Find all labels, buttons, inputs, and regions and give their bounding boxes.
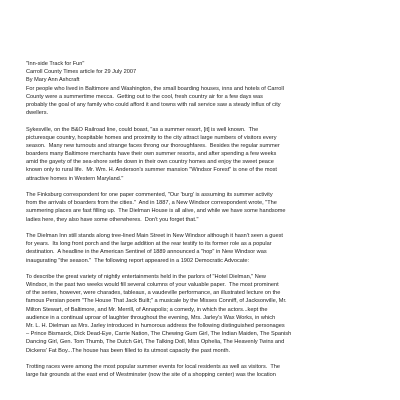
paragraph-gap [26, 224, 384, 232]
paragraph [26, 273, 384, 355]
paragraph-line: from the arrivals of boarders from the cities." And in 1887, a New Windsor correspondent wrote, "The [26, 200, 277, 207]
paragraph-line: season. Many new turnouts and strange faces throng our thoroughfares. Besides the regular summer [26, 142, 280, 149]
paragraphs [26, 85, 384, 380]
paragraph-line: County were a summertime mecca. Getting out to the cool, fresh country air for a few days was [26, 93, 263, 100]
paragraph-line: dwellers. [26, 110, 49, 117]
paragraph-line: boarders many Baltimore merchants have their own summer resorts, and after spending a few weeks [26, 151, 277, 158]
paragraph-gap [26, 183, 384, 191]
article-subtitle: Carroll County Times article for 29 July 2007 [26, 69, 137, 76]
paragraph-line: inaugurating "the season." The following report appeared in a 1902 Democratic Advocate: [26, 257, 250, 264]
paragraph-line: famous Persian poem "The House That Jack Built;" a musicale by the Misses Conniff, of Jacksonville, Mr. [26, 298, 287, 305]
paragraph-line: ladies here, they also have some otherwheres. Don't you forget that." [26, 216, 199, 223]
paragraph [26, 232, 384, 265]
paragraph-line: For people who lived in Baltimore and Washington, the small boarding houses, inns and hotels of Carroll [26, 85, 284, 92]
paragraph-line: The Finksburg correspondent for one paper commented, "Our 'burg' is assuming its summer activity [26, 192, 273, 198]
paragraph-line: Trotting races were among the most popular summer events for local residents as well as visitors. The [26, 363, 280, 370]
paragraph-line: probably the goal of any family who could afford it and towns with rail service saw a steady influx of city [26, 101, 281, 108]
paragraph-line: for years. Its long front porch and the large addition at the rear testify to its former role as a popular [26, 241, 272, 248]
paragraph-line: of the series, however, were charades, tableaux, a vaudeville performance, an illustrated lecture on the [26, 290, 281, 297]
paragraph-line: attractive homes in Western Maryland." [26, 175, 124, 182]
paragraph-line: summering places are fast filling up. The Dielman House is all alive, and while we have some handsome [26, 208, 286, 215]
paragraph [26, 85, 384, 118]
paragraph-line: Dickens' Fat Boy...The house has been filled to its utmost capacity the past month. [26, 347, 230, 354]
paragraph-line: Milton Stewart, of Baltimore, and Mr. Merrill, of Annapolis; a comedy, in which the actors...kept the [26, 306, 268, 313]
paragraph-line: Dancing Girl, Gen. Tom Thumb, The Dutch Girl, The Talking Doll, Miss Ophelia, The Heavenly Twins and [26, 339, 285, 346]
paragraph-line: amid the gayety of the sea-shore settle down in their own country homes and enjoy the sweet peace [26, 159, 274, 166]
paragraph-line: audience in a continual uproar of laughter throughout the evening, Mrs. Jarley's Wax Works, in which [26, 314, 276, 321]
paragraph-line: picturesque country, hospitable homes and proximity to the city attract large numbers of visitors every [26, 134, 277, 141]
article-title: "Inn-side Track for Fun" [26, 61, 85, 67]
paragraph [26, 126, 384, 183]
paragraph-line: Sykesville, on the B&O Railroad line, could boast, "as a summer resort, [it] is well known. The [26, 126, 259, 133]
paragraph-line: – Prince Bismarck, Dick Dead-Eye, Carrie Nation, The Chewing Gum Girl, The Indian Maiden, The Spanish [26, 331, 292, 338]
article-byline: By Mary Ann Ashcraft [26, 77, 80, 84]
paragraph-line: Windsor, in the past two weeks would fill several columns of your valuable paper. The most prominent [26, 282, 279, 289]
article-body [26, 60, 384, 379]
paragraph [26, 363, 384, 379]
paragraph-gap [26, 355, 384, 363]
paragraph-line: Mr. L. H. Dielman as Mrs. Jarley introduced in humorous address the following distinguished personages [26, 323, 285, 329]
paragraph-line: known only to rural life. Mr. Wm. H. Anderson's summer mansion "Windsor Forest" is one of the most [26, 167, 277, 174]
paragraph-line: destination. A headline in the American Sentinel of 1889 announced a "hop" in New Windsor was [26, 249, 267, 256]
paragraph-gap [26, 265, 384, 273]
paragraph-line: large fair grounds at the east end of Westminster (now the site of a shopping center) was the location [26, 372, 276, 379]
paragraph [26, 191, 384, 224]
paragraph-line: The Dielman Inn still stands along tree-lined Main Street in New Windsor although it hasn't seen a guest [26, 232, 283, 239]
paragraph-line: To describe the great variety of nightly entertainments held in the parlors of "Hotel Dielman," New [26, 273, 266, 280]
paragraph-gap [26, 117, 384, 125]
